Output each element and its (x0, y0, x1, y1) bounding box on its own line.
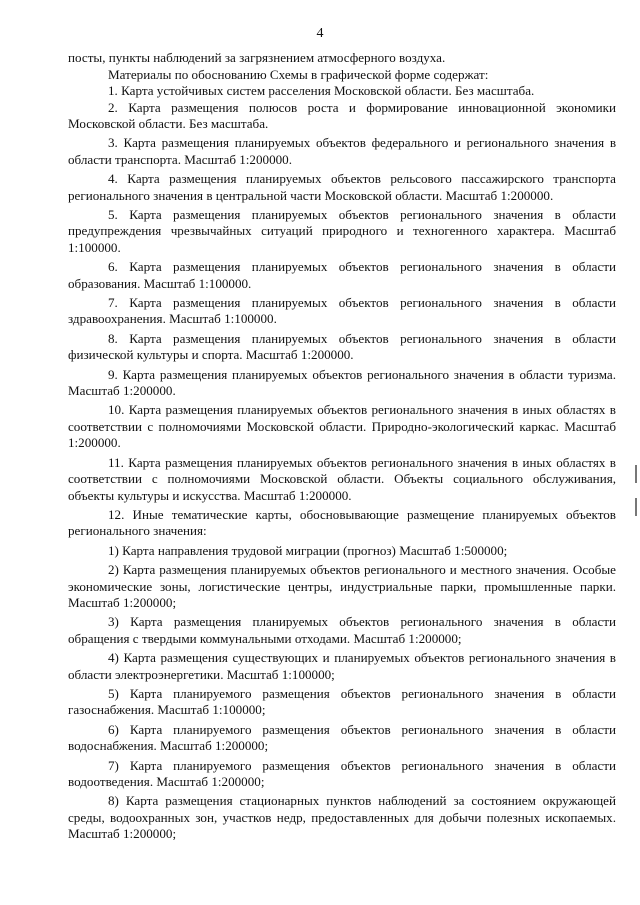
sublist-item-2: 2) Карта размещения планируемых объектов регионального и местного значения. Особые экономические зоны, логистические центры, индустриальные парки, промышленные парки. Масштаб 1:200000; (68, 562, 616, 611)
sublist-item-6: 6) Карта планируемого размещения объектов регионального значения в области водоснабжения. Масштаб 1:200000; (68, 721, 616, 754)
list-item-5: 5. Карта размещения планируемых объектов регионального значения в области предупреждения чрезвычайных ситуаций природного и техногенного характера. Масштаб 1:100000. (68, 206, 616, 255)
sublist-item-5: 5) Карта планируемого размещения объектов регионального значения в области газоснабжения. Масштаб 1:100000; (68, 685, 616, 718)
list-item-2: 2. Карта размещения полюсов роста и формирование инновационной экономики Московской области. Без масштаба. (68, 99, 616, 131)
document-body (68, 50, 616, 843)
list-item-8: 8. Карта размещения планируемых объектов регионального значения в области физической культуры и спорта. Масштаб 1:200000. (68, 330, 616, 363)
list-item-10: 10. Карта размещения планируемых объектов регионального значения в иных областях в соответствии с полномочиями Московской области. Природно-экологический каркас. Масштаб 1:200000. (68, 402, 616, 451)
paragraph-continuation: посты, пункты наблюдений за загрязнением атмосферного воздуха. (68, 50, 446, 65)
sublist-item-4: 4) Карта размещения существующих и планируемых объектов регионального значения в области электроэнергетики. Масштаб 1:100000; (68, 650, 616, 682)
list-item-11: 11. Карта размещения планируемых объектов регионального значения в иных областях в соответствии с полномочиями Московской области. Объекты социального обслуживания, объекты культуры и искусства. Масштаб 1:200000. (68, 454, 616, 503)
sublist-item-7: 7) Карта планируемого размещения объектов регионального значения в области водоотведения. Масштаб 1:200000; (68, 757, 616, 790)
list-item-1: 1. Карта устойчивых систем расселения Московской области. Без масштаба. (108, 83, 535, 98)
list-item-12: 12. Иные тематические карты, обосновывающие размещение планируемых объектов регионального значения: (68, 506, 616, 539)
sublist-item-3: 3) Карта размещения планируемых объектов регионального значения в области обращения с твердыми коммунальными отходами. Масштаб 1:200000; (68, 614, 616, 646)
list-item-4: 4. Карта размещения планируемых объектов рельсового пассажирского транспорта регионального значения в центральной части Московской области. Масштаб 1:200000. (68, 171, 616, 203)
page-number: 4 (316, 26, 324, 41)
sublist-item-1: 1) Карта направления трудовой миграции (прогноз) Масштаб 1:500000; (108, 542, 508, 558)
sublist-item-8: 8) Карта размещения стационарных пунктов наблюдений за состоянием окружающей среды, водоохранных зон, участков недр, предоставленных для добычи полезных ископаемых. Масштаб 1:200000; (68, 793, 616, 842)
list-item-3: 3. Карта размещения планируемых объектов федерального и регионального значения в области транспорта. Масштаб 1:200000. (68, 135, 616, 167)
list-item-9: 9. Карта размещения планируемых объектов регионального значения в области туризма. Масштаб 1:200000. (68, 366, 616, 399)
list-item-7: 7. Карта размещения планируемых объектов регионального значения в области здравоохранения. Масштаб 1:100000. (68, 294, 616, 327)
scan-edge-mark (635, 498, 637, 516)
list-item-6: 6. Карта размещения планируемых объектов регионального значения в области образования. Масштаб 1:100000. (68, 259, 616, 291)
paragraph-materials-intro: Материалы по обоснованию Схемы в графической форме содержат: (108, 66, 489, 82)
scan-edge-mark (635, 465, 637, 483)
